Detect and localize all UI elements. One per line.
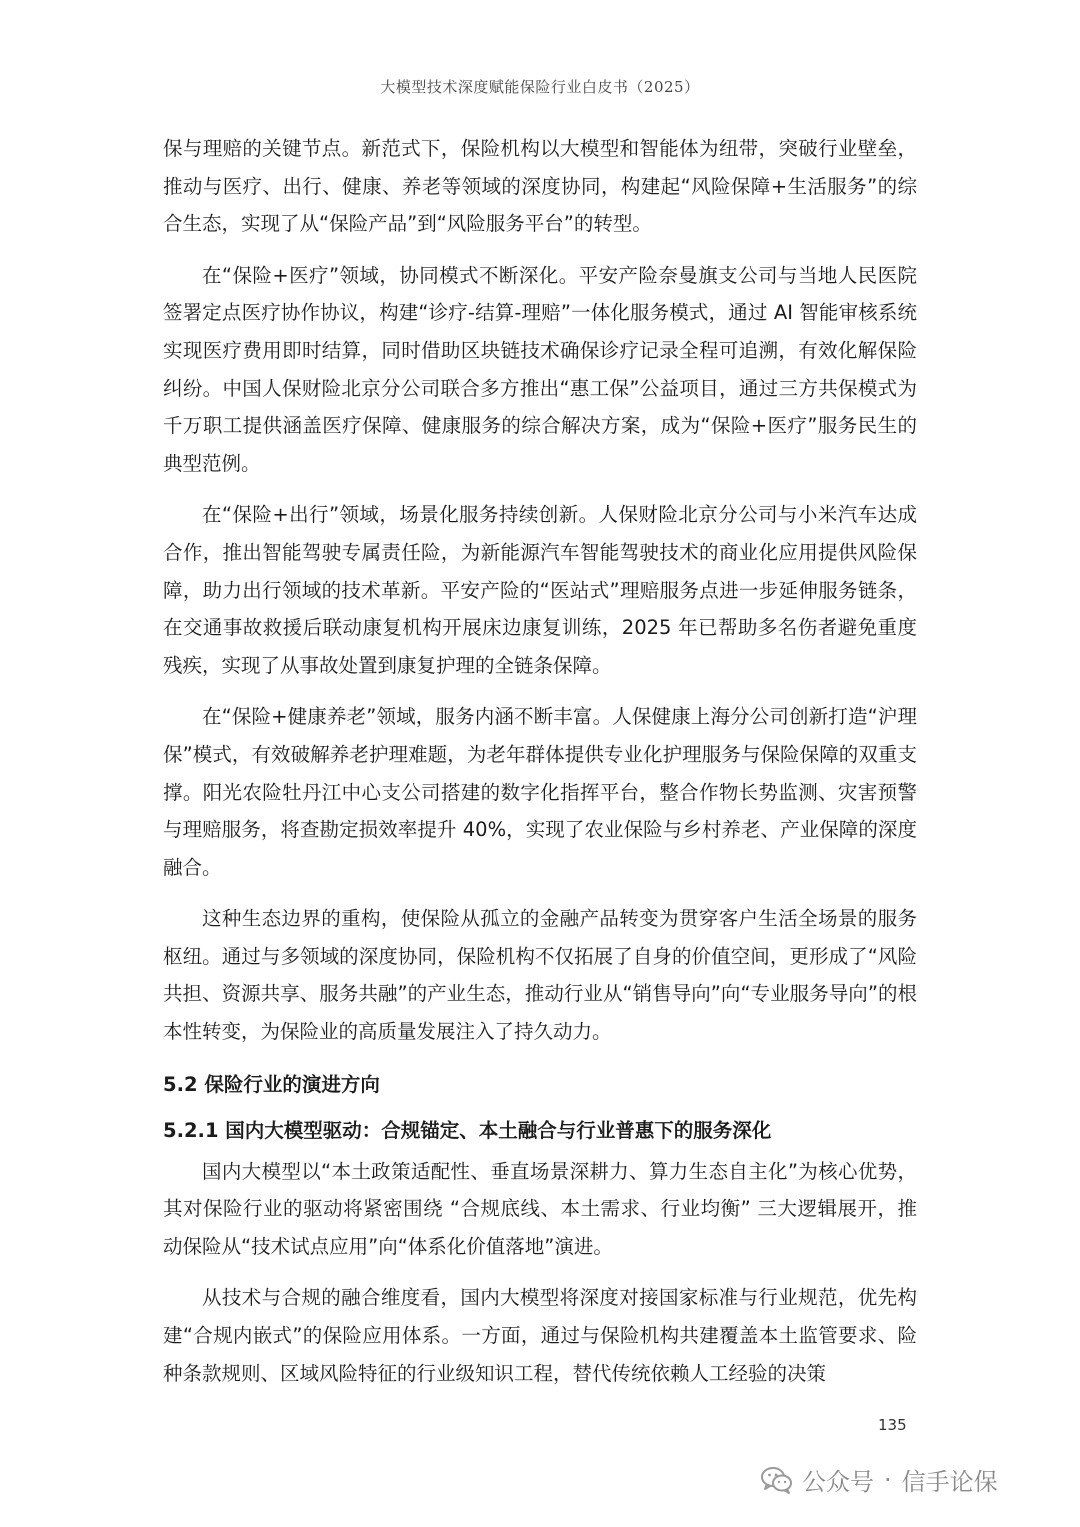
paragraph-1: 保与理赔的关键节点。新范式下，保险机构以大模型和智能体为纽带，突破行业壁垒，推动与医疗、出行、健康、养老等领域的深度协同，构建起“风险保障+生活服务”的综合生态，实现了从“保险产品”到“风险服务平台”的转型。: [163, 137, 917, 236]
paragraph-3: 在“保险+出行”领域，场景化服务持续创新。人保财险北京分公司与小米汽车达成合作，推出智能驾驶专属责任险，为新能源汽车智能驾驶技术的商业化应用提供风险保障，助力出行领域的技术革新。平安产险的“医站式”理赔服务点进一步延伸服务链条，在交通事故救援后联动康复机构开展床边康复训练，2025 年已帮助多名伤者避免重度残疾，实现了从事故处置到康复护理的全链条保障。: [163, 503, 917, 677]
section-heading: 5.2 保险行业的演进方向: [163, 1072, 380, 1096]
wechat-icon: [760, 1463, 794, 1497]
paragraph-4: 在“保险+健康养老”领域，服务内涵不断丰富。人保健康上海分公司创新打造“沪理保”模式，有效破解养老护理难题，为老年群体提供专业化护理服务与保险保障的双重支撑。阳光农险牡丹江中心支公司搭建的数字化指挥平台，整合作物长势监测、灾害预警与理赔服务，将查勘定损效率提升 40%，实现了农业保险与乡村养老、产业保障的深度融合。: [163, 705, 917, 879]
watermark-separator: ·: [884, 1465, 892, 1494]
page-body: [163, 130, 917, 1406]
watermark-account: 信手论保: [901, 1468, 998, 1496]
paragraph-6: 国内大模型以“本土政策适配性、垂直场景深耕力、算力生态自主化”为核心优势，其对保险行业的驱动将紧密围绕 “合规底线、本土需求、行业均衡” 三大逻辑展开，推动保险从“技术试点应用”向“体系化价值落地”演进。: [163, 1159, 917, 1258]
running-header: 大模型技术深度赋能保险行业白皮书（2025）: [380, 78, 700, 96]
paragraph-7: 从技术与合规的融合维度看，国内大模型将深度对接国家标准与行业规范，优先构建“合规内嵌式”的保险应用体系。一方面，通过与保险机构共建覆盖本土监管要求、险种条款规则、区域风险特征的行业级知识工程，替代传统依赖人工经验的决策: [163, 1286, 917, 1385]
watermark: [760, 1462, 998, 1497]
paragraph-5: 这种生态边界的重构，使保险从孤立的金融产品转变为贯穿客户生活全场景的服务枢纽。通过与多领域的深度协同，保险机构不仅拓展了自身的价值空间，更形成了“风险共担、资源共享、服务共融”的产业生态，推动行业从“销售导向”向“专业服务导向”的根本性转变，为保险业的高质量发展注入了持久动力。: [163, 907, 917, 1044]
page-number: 135: [878, 1416, 907, 1434]
paragraph-2: 在“保险+医疗”领域，协同模式不断深化。平安产险奈曼旗支公司与当地人民医院签署定点医疗协作协议，构建“诊疗-结算-理赔”一体化服务模式，通过 AI 智能审核系统实现医疗费用即时结算，同时借助区块链技术确保诊疗记录全程可追溯，有效化解保险纠纷。中国人保财险北京分公司联合多方推出“惠工保”公益项目，通过三方共保模式为千万职工提供涵盖医疗保障、健康服务的综合解决方案，成为“保险+医疗”服务民生的典型范例。: [163, 263, 917, 475]
watermark-source: 公众号: [802, 1468, 874, 1496]
subsection-heading: 5.2.1 国内大模型驱动：合规锚定、本土融合与行业普惠下的服务深化: [163, 1118, 772, 1142]
